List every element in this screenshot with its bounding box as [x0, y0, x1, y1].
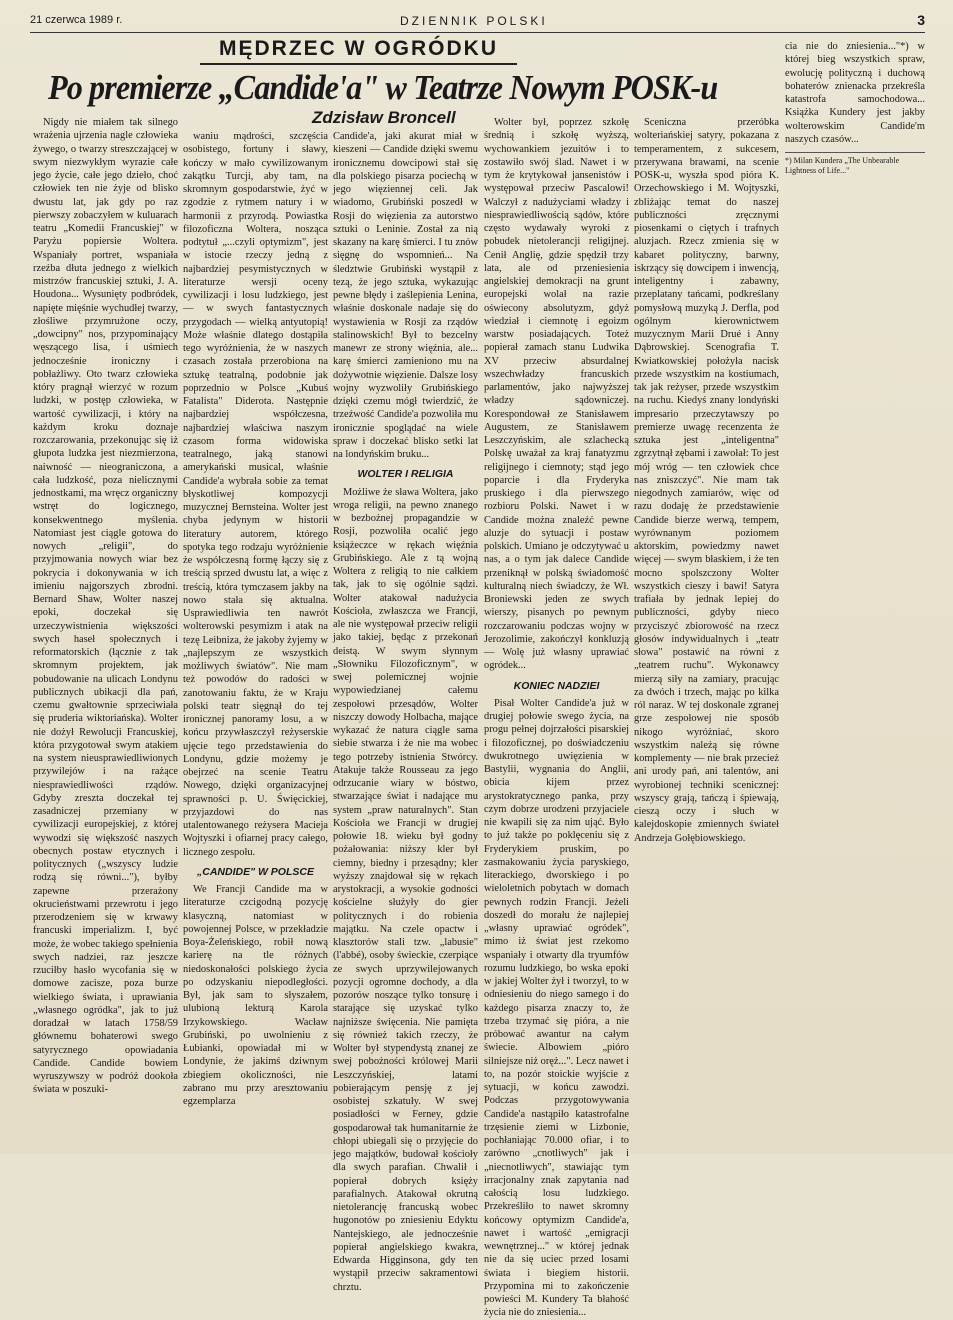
- column-text: cia nie do zniesienia..."*) w której bieg wszystkich spraw, ewolucję polityczną i duchową bohaterów znienacka przekreśla katastrofa samochodowa... Książka Kundery jest jakby wolterowskim Candide'm naszych czasów...: [785, 41, 925, 145]
- article-column-1: [33, 116, 178, 1121]
- newspaper-name: DZIENNIK POLSKI: [400, 14, 548, 28]
- page-number: 3: [917, 12, 925, 28]
- article-column-5: [634, 116, 779, 1121]
- issue-date: 21 czerwca 1989 r.: [30, 14, 123, 26]
- page-header: [30, 12, 925, 34]
- column-text: Pisał Wolter Candide'a już w drugiej połowie swego życia, na progu pełnej dojrzałości pisarskiej i filozoficznej, po doświadczeniu dwukrotnego uwięzienia w Bastylii, wygnania do Anglii, obicia kijem przez arystokratycznego panka, przy czym dobrze urodzeni przyjaciele nie kwapili się za nim ująć. Było to już także po poklęceniu się z Fryderykiem pruskim, po zasmakowaniu życia paryskiego, literackiego, dworskiego i po wieloletnich pobytach w domach pewnych rodzin Francji. Jeżeli doszedł do morału że najlepiej „własny uprawiać ogródek", mimo iż świat jest rzekomo wspaniały i otwarty dla tryumfów rozumu ludzkiego, bo wska epoki w jakiej Wolter żył i tworzył, to w odniesieniu do niego samego i do każdego pisarza znaczy to, że trzeba trzymać się pióra, a nie próbować awantur na całym świecie. Albowiem „pióro silniejsze niż oręż...". Lecz nawet i to, na pozór stoickie wyjście z sytuacji, w końcu zawodzi. Podczas przygotowywania Candide'a nastąpiło katastrofalne trzęsienie ziemi w Lizbonie, pochłaniając 70.000 ofiar, i to zarówno „cnotliwych" jak i „niecnotliwych", stawiając tym irracjonalny znak zapytania nad całością losu ludzkiego. Przekreśliło to nawet skromny końcowy optymizm Candide'a, nawet i wartość „emigracji wewnętrznej..." w której jednak nie da się uciec przed losami świata i biegiem historii. Przypomina mi to zakończenie powieści M. Kundery Ta błahość życia nie do zniesienia...: [484, 697, 629, 1319]
- section-label: MĘDRZEC W OGRÓDKU: [219, 37, 498, 60]
- column-text: waniu mądrości, szczęścia osobistego, fortuny i sławy, kończy w mało cywilizowanym zakątku Turcji, aby tam, na skromnym gospodarstwie, żyć w zgodzie z rytmem natury i w harmonii z przyrodą. Powiastka filozoficzna Woltera, nosząca podtytuł „...czyli optymizm", jest w istocie rzeczy jedną z najbardziej pesymistycznych w literaturze wersji oceny cywilizacji i losu ludzkiego, jest — w swych fantastycznych przygodach — wielką antyutopią! Może właśnie dlatego dostąpiła tego wyróżnienia, że w naszych czasach została przerobiona na sztukę teatralną, podobnie jak poprzednio w Polsce „Kubuś Fatalista" Diderota. Następnie najbardziej współczesna, najbardziej właściwa naszym czasom forma widowiska teatralnego, jaką stanowi amerykański musical, właśnie Candide'a wybrała sobie za temat błyskotliwej kompozycji muzycznej Bernsteina. Wolter jest chyba jedynym w historii literatury autorem, którego spotyka tego rodzaju wyróżnienie że współczesną formę łączy się z treścią sprzed dwustu lat, a więc z treścią, która tymczasem jakby na nowo stała się aktualna. Usprawiedliwia ten nawrót wolterowski pesymizm i atak na tezę Leibniza, że jakoby żyjemy w „najlepszym ze wszystkich możliwych światów". Nie mam też powodów do radości w zanotowaniu faktu, że w Kraju polski teatr sięgnął do tej ironicznej panoramy losu, a w końcu przywłaszczył reżyserskie ujęcie tego przedstawienia do Londynu, gdzie możemy je obejrzeć na scenie Teatru Nowego, dzięki organizacyjnej sprawności p. U. Święcickiej, przyjazdowi do nas utalentowanego reżysera Macieja Wojtyszki i ofiarnej pracy całego, licznego zespołu.: [183, 131, 328, 858]
- column-text: Candide'a, jaki akurat miał w kieszeni — Candide dzięki swemu ironicznemu dowcipowi stał się dla polskiego pisarza pociechą w jego więziennej celi. Jak wiadomo, Grubiński poszedł w Rosji do więzienia za autorstwo sztuki o Leninie. Został za nią skazany na karę śmierci. I tu znów sięgnę do wspomnień... Na śledztwie Grubiński wystąpił z tezą, że jego sztuka, wykazując pewne błędy i zaślepienia Lenina, właśnie doskonale nadaje się do wystawienia w Rosji za rządów stalinowskich! Był to bezcelny manewr ze strony więźnia, ale... karę śmierci zamieniono mu na dożywotnie więzienie. Dalsze losy wojny wyzwoliły Grubińskiego dzięki czemu mógł twierdzić, że trzeźwość Candide'a pozwoliła mu ironicznie spoglądać na wiele spraw i doczekać blisko setki lat na londyńskim bruku...: [333, 131, 478, 460]
- article-column-6: [785, 40, 925, 1120]
- subheading-koniec-nadziei: KONIEC NADZIEI: [513, 679, 600, 692]
- header-rule: [30, 32, 925, 33]
- column-text: Sceniczna przeróbka wolteriańskiej satyry, pokazana z temperamentem, z sukcesem, przerywana brawami, na scenie POSK-u, wyszła spod pióra K. Orzechowskiego i M. Wojtyszki, zbliżając temat do naszej publiczności zręcznymi piosenkami o ciętych i trafnych aluzjach. Rzecz zmienia się w kabaret polityczny, barwny, iskrzący się dowcipem i inwencją, inteligentny i zabawny, przeplatany tańcami, podkreślany pomysłową muzyką J. Derfla, pod ogólnym kierownictwem muzycznym Marii Drué i Anny Dąbrowskiej. Scenografia T. Kwiatkowskiej położyła nacisk przede wszystkim na kostiumach, tak jak reżyser, przede wszystkim na ruchu. Kiedyś znany londyński impresario przeczytawszy po premierze uwagę recenzenta że sztuka jest „inteligentna" zgrzytnął zębami i zawołał: To jest mój wróg — ten człowiek chce nas zniszczyć". Nie mam tak niegodnych zamiarów, więc od razu dodaję że przedstawienie Candide bierze werwą, tempem, wyrównanym poziomem aktorskim, powiedzmy nawet więcej — swym błaskiem, i że ten mocno spolszczony Wolter wszystkich cieszy i bawi! Satyra trafiała by jednak lepiej do publiczności, gdyby nieco przyciszyć zbiorowość na rzecz głosów indywidualnych i „teatr słowa" postawić na równi z „teatrem ruchu". Wykonawcy mierzą siły na zamiary, pracując za dwóch i trzech, mając po kilka ról naraz. W tej doskonale zgranej grze zespołowej nie sposób nikogo wyróżniać, skoro wszystkim należą się równe komplementy — nie brak przecież ani urody pań, ani talentów, ani wyrobionej techniki scenicznej: wszyscy grają, tańczą i śpiewają, cieszą oczy i słuch w kalejdoskopie zmiennych świateł Andrzeja Gołębiowskiego.: [634, 117, 779, 844]
- column-text: Nigdy nie miałem tak silnego wrażenia ujrzenia nagle człowieka żywego, o twarzy streszczającej w swym niezwykłym wyrazie całe jego życie, całe jego dzieło, choć człowiek ten nie żyje od blisko dwustu lat, jak gdy po raz pierwszy zobaczyłem w kuluarach teatru „Komedii Francuskiej" w Paryżu popiersie Woltera. Wspaniały portret, wspaniała rzeźba dłuta jednego z wielkich mistrzów francuskiej sztuki, J. A. Houdona... Wysunięty podbródek, napięte mięśnie wychudłej twarzy, złośliwe przymrużone oczy, „dowcipny" nos, przypominający węszącego lisa, i uśmiech jednocześnie ironiczny i pobłażliwy. Oto twarz człowieka który pragnął wierzyć w rozum ludzki, w postęp człowieka, w wartość cywilizacji, i który na każdym kroku doznaje rozczarowania, przekonując się iż głupota ludzka jest niezmierzona, naiwność — nieograniczona, a cała ludzkość, poza nielicznymi jednostkami, ma wręcz organiczny wstręt do logicznego, konsekwentnego myślenia. Natomiast jest ciągle gotowa do nowych „religii", do przyjmowania nowych wiar bez pokrycia i dokonywania w ich imieniu najgorszych zbrodni. Bernard Shaw, Wolter naszej epoki, doczekał się urzeczywistnienia większości swych haseł społecznych i reformatorskich (łącznie z tak skromnym projektem, jak pobudowanie na ulicach Londynu publicznych ubikacji dla pań, czemu gwałtownie sprzeciwiała się pruderia wiktoriańska). Wolter nie dożył Rewolucji Francuskiej, która przygotował swym atakiem na system nieusprawiedliwionych przywilejów i na rażące niesprawiedliwości rządów. Gdyby zreszta doczekał tej zasadniczej przemiany w cywilizacji europejskiej, z której wywodzi się większość naszych obecnych postaw etycznych i politycznych („wszyscy ludzie rodzą się równi..."), byłby zapewne przerażony okrucieństwami przewrotu i jego przerodzeniem się w krwawy francuski imperializm. I, być może, że wobec takiego spełnienia swych nadziei, raz jeszcze rzuciłby hasło wycofania się w domowe zacisze, poza burze wielkiego świata, i uprawiania „własnego ogródka", jak to już doradzał w latach 1758/59 głównemu bohaterowi swego satyrycznego opowiadania Candide. Candide bowiem wyruszywszy w podróż dookoła świata w poszuki-: [33, 117, 178, 1096]
- article-column-4: [484, 116, 629, 1319]
- section-rule: [200, 63, 517, 65]
- footnote: *) Milan Kundera „The Unbearable Lightness of Life...": [785, 152, 925, 176]
- article-author: Zdzisław Broncell: [312, 108, 456, 127]
- subheading-candide-w-polsce: „CANDIDE" W POLSCE: [197, 865, 314, 878]
- subheading-wolter-i-religia: WOLTER I RELIGIA: [357, 468, 454, 481]
- article-column-2: [183, 130, 328, 1130]
- column-text: Możliwe że sława Woltera, jako wroga religii, na pewno znanego w bezbożnej propagandzie w Rosji, pozwoliła ocalić jego książeczce w rękach więźnia Grubińskiego. Ale z tą wojną Woltera z religią to nie całkiem tak, jak to się ogólnie sądzi. Wolter atakował nadużycia Kościoła, zwłaszcza we Francji, ale nie występował przeciw religii jako takiej, będąc z przekonań deistą. W swym słynnym „Słowniku Filozoficznym", w swej polemicznej wojnie wypowiedzianej całemu zespołowi przesądów, Wolter niszczy dowody Holbacha, mające wykazać że natura ciągle sama siebie stwarza i że nie ma wobec tego potrzeby istnienia Stwórcy. Atakuje także Rousseau za jego odrzucanie wiary w bóstwo, stwarzające świat i nadające mu system „praw naturalnych". Stan Kościoła we Francji w drugiej połowie 18. wieku był godny pożałowania: niższy kler był ciemny, biedny i przesądny; kler wyższy znajdował się w rękach arystokracji, a wysokie godności kościelne służyły do gier politycznych i do robienia majątku. Na czele opactw i klasztorów stali tzw. „labusie" (l'abbé), osoby świeckie, czerpiące ze swych uprzywilejowanych pozycji ogromne dochody, a dla pozorów noszące tylko tonsurę i starające się uzyskać tylko najniższe święcenia. Nie pamięta się również takich rzeczy, że Wolter był stypendystą znanej ze swej pobożności królowej Marii Leszczyńskiej, latami pobierającym pensję z jej osobistej szkatuły. W swej posiadłości w Ferney, gdzie gospodarował tak humanitarnie że chłopi ubiegali się o przyjęcie do jego majątków, budował kościoły dla swych parafian. Chwalił i popierał dobrych księży parafialnych. Atakował okrutną nietolerancję francuską wobec hugonotów po zniesieniu Edyktu Nantejskiego, ale jednocześnie popierał angielskiego kwakra, Edwarda Higginsona, gdy ten wystąpił przeciw sakramentowi chrztu.: [333, 486, 478, 1293]
- column-text: Wolter był, poprzez szkołę średnią i szkołę wyższą, wychowankiem jezuitów i to zostawiło swój ślad. Nawet i w tym że krytykował jansenistów i występował przeciw Pascalowi! Walczył z nadużyciami władzy i niesprawiedliwością sądów, które często wydawały wyroki z pobudek nietolerancji religijnej. Cenił Anglię, gdzie spędził trzy lata, ale od przeniesienia angielskiej demokracji na grunt europejski wolał na razie oświecony absolutyzm, gdyż wiedział i ciemnotę i egoizm warstw posiadających. Toteż popierał zamach stanu Ludwika XV przeciw absurdalnej wszechwładzy francuskich parlamentów, jako najwyższej władzy sądowniczej. Korespondował ze Stanisławem Augustem, ze Stanisławem Leszczyńskim, ale szlachecką Polskę uważał za kraj fanatyzmu religijnego i ciemnoty; stąd jego poparcie i dla Fryderyka pruskiego i dla pierwszego rozbioru Polski. Nawet i w Candide można znaleźć pewne aluzje do sytuacji i postaw polskich. Umiano je odczytywać u nas, a o tym jak dalece Candide przeniknął w polską świadomość kulturalną niech świadczy, że Wł. Broniewski jeden ze swych wierszy, pisanych po pewnym rozczarowaniu podczas wojny w Jerozolimie, zakończył konkluzją — Wolę już własny uprawiać ogródek...: [484, 117, 629, 672]
- article-column-3: [333, 130, 478, 1293]
- article-headline: Po premierze „Candide'a" w Teatrze Nowym POSK-u: [48, 68, 718, 107]
- column-text: We Francji Candide ma w literaturze czcigodną pozycję klasyczną, natomiast w powojennej Polsce, w przekładzie Boya-Żeleńskiego, robił nową karierę na tle różnych niedoskonałości polskiego życia po odzyskaniu niepodległości. Był, jak sam to słyszałem, ulubioną lekturą Karola Irzykowskiego. Wacław Grubiński, po uwolnieniu z Łubianki, opowiadał mi w Londynie, że jakimś dziwnym zbiegiem okoliczności, nie zabrano mu przy aresztowaniu egzemplarza: [183, 884, 328, 1107]
